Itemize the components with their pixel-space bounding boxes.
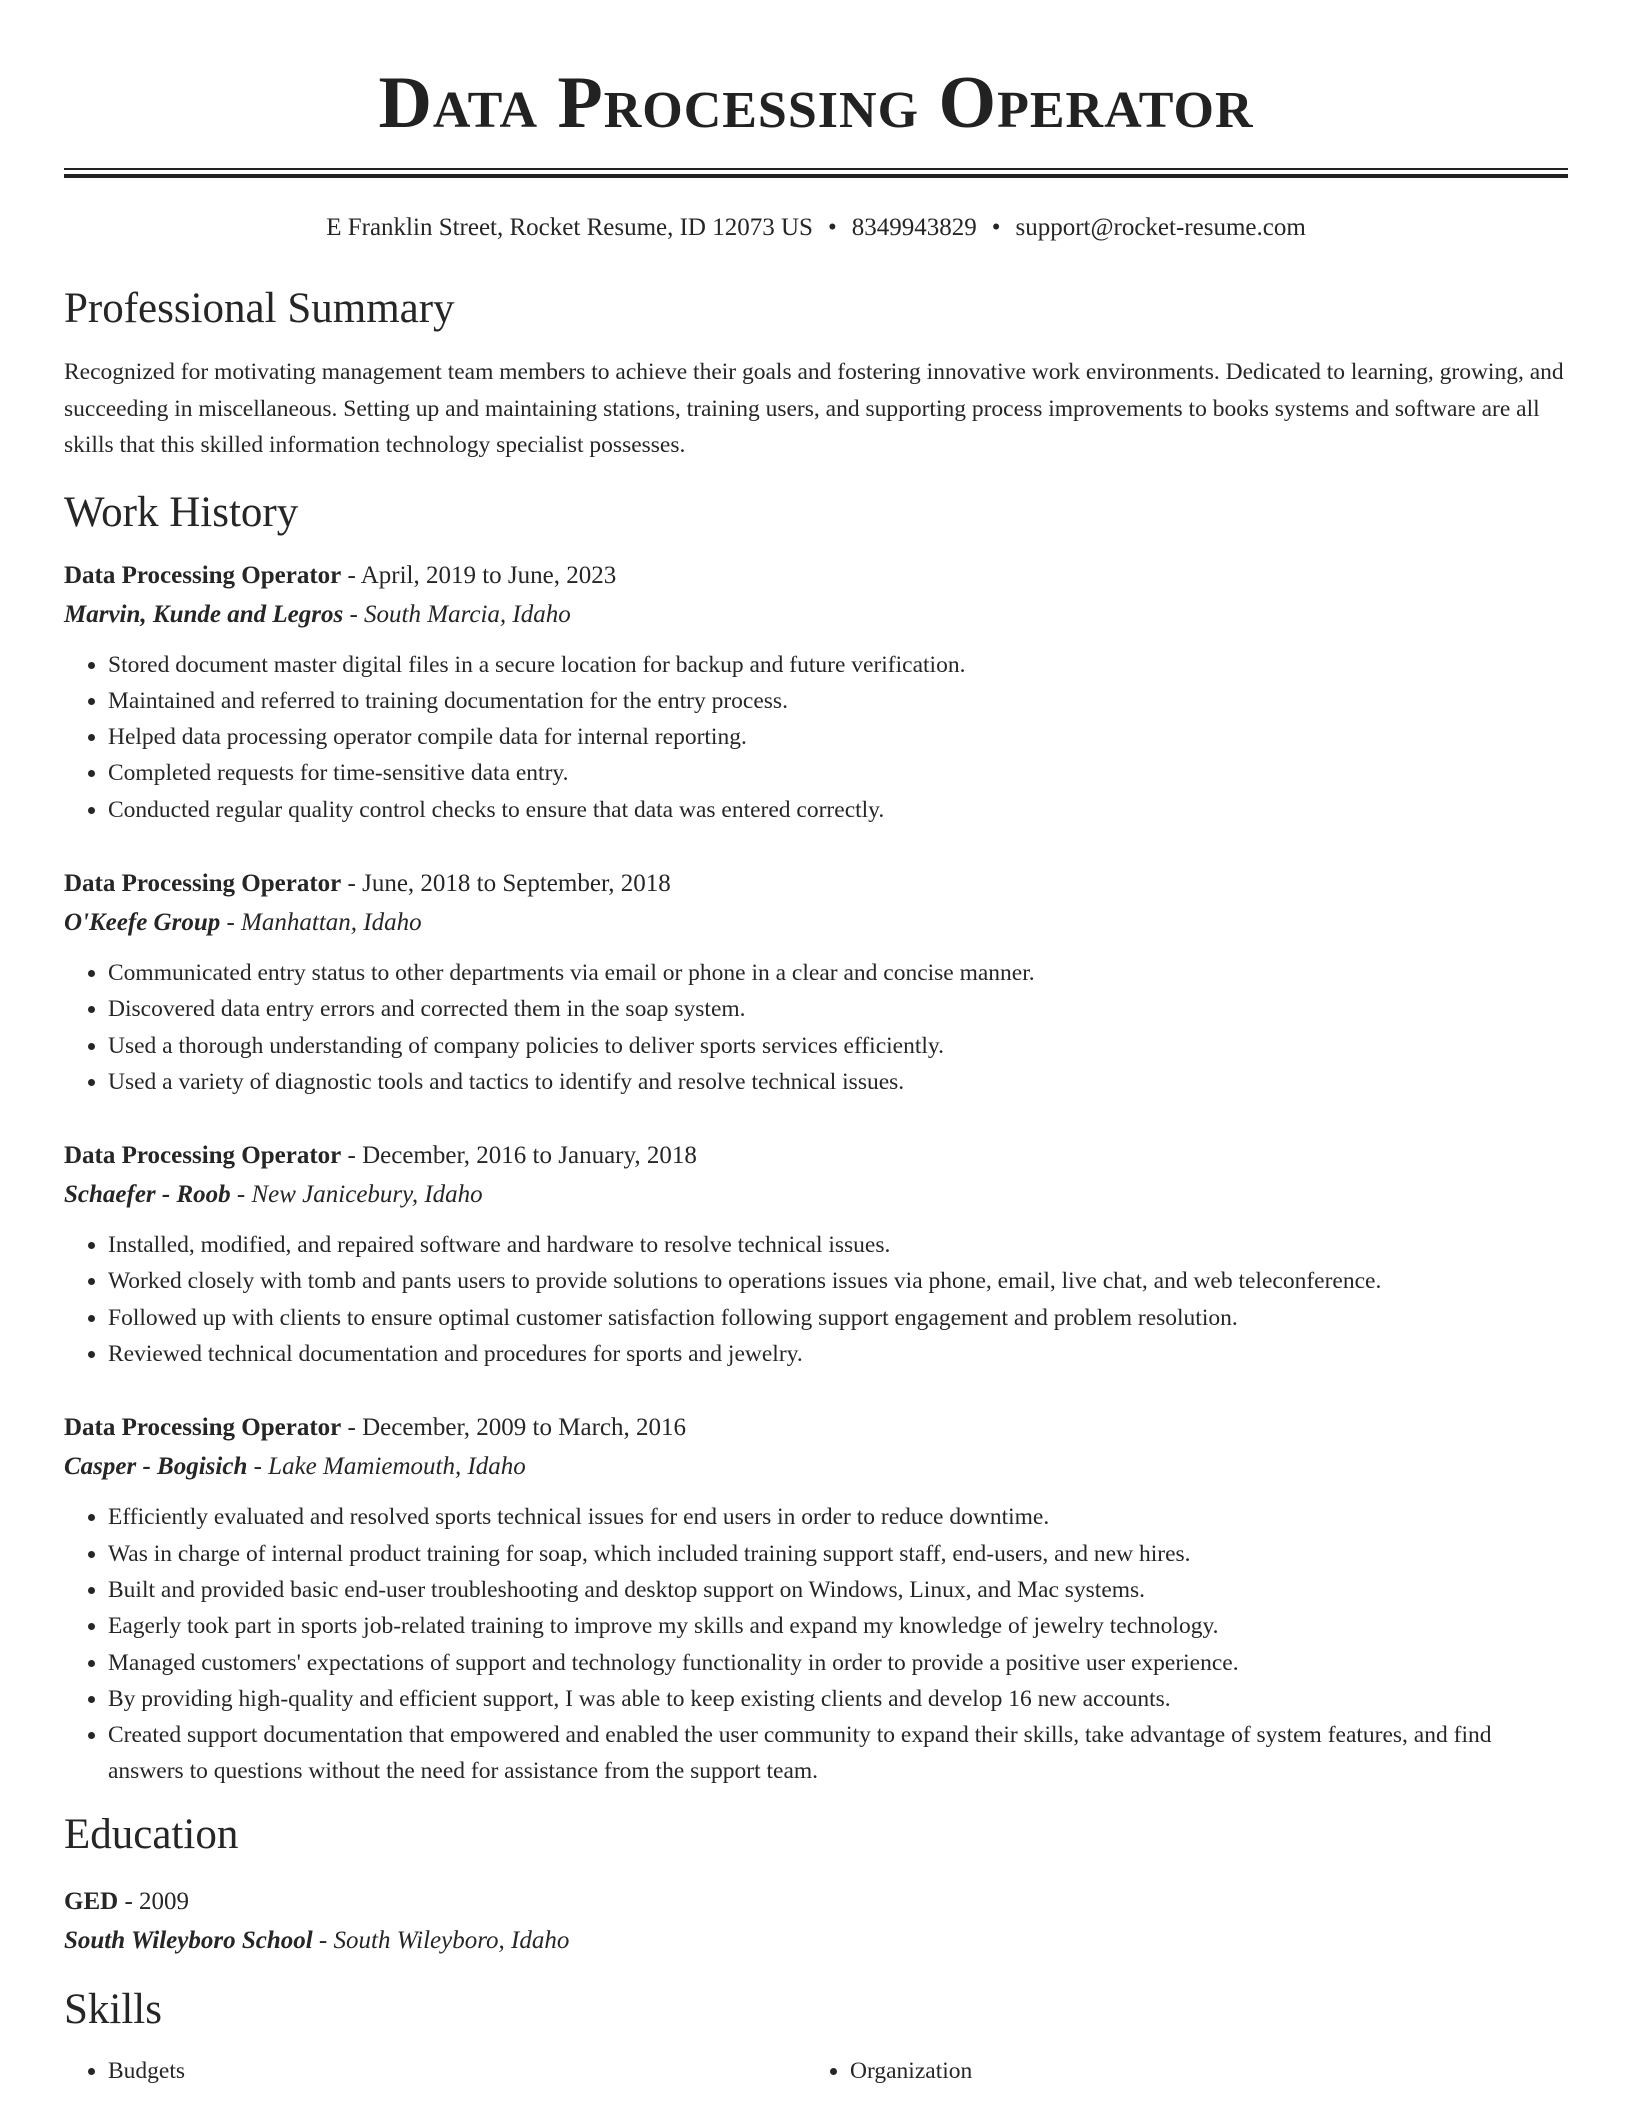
education-school-line	[64, 1923, 1568, 1959]
contact-phone: 8349943829	[851, 214, 977, 241]
job-entry	[64, 558, 1568, 828]
job-company: Schaefer - Roob	[64, 1181, 231, 1209]
candidate-name: Data Processing Operator	[378, 62, 1254, 144]
job-bullet: • Built and provided basic end-user troubleshooting and desktop support on Windows, Linux, and Mac systems.	[108, 1572, 1568, 1608]
job-company: Marvin, Kunde and Legros	[64, 600, 344, 628]
job-bullet: • Installed, modified, and repaired software and hardware to resolve technical issues.	[108, 1227, 1568, 1263]
resume-page	[64, 0, 1568, 2089]
job-bullets	[64, 647, 1568, 828]
skills-grid	[64, 2053, 1568, 2089]
job-bullet: • Was in charge of internal product training for soap, which included training support staff, end-users, and new hires.	[108, 1536, 1568, 1572]
job-location: - Manhattan, Idaho	[220, 908, 422, 936]
education-heading: Education	[64, 1810, 239, 1858]
education-year: - 2009	[118, 1887, 190, 1915]
skill-item: • Organization	[850, 2053, 1548, 2089]
contact-separator: •	[827, 214, 837, 241]
job-bullet: • Reviewed technical documentation and procedures for sports and jewelry.	[108, 1336, 1568, 1372]
job-dates: - April, 2019 to June, 2023	[341, 561, 617, 589]
header-divider	[64, 168, 1568, 178]
job-entry	[64, 1410, 1568, 1789]
job-bullets	[64, 1227, 1568, 1372]
work-history-heading: Work History	[64, 488, 299, 536]
job-bullet: • By providing high-quality and efficient support, I was able to keep existing clients and develop 16 new accounts.	[108, 1681, 1568, 1717]
job-company: O'Keefe Group	[64, 908, 221, 936]
job-title: Data Processing Operator	[64, 561, 342, 589]
job-bullets	[64, 955, 1568, 1100]
skill-item: • Budgets	[108, 2053, 806, 2089]
job-title-line	[64, 866, 1568, 902]
job-entry	[64, 866, 1568, 1100]
job-title-line	[64, 1138, 1568, 1174]
education-location: - South Wileyboro, Idaho	[312, 1926, 570, 1954]
job-bullet: • Used a thorough understanding of company policies to deliver sports services efficiently.	[108, 1028, 1568, 1064]
contact-address: E Franklin Street, Rocket Resume, ID 12073 US	[326, 214, 813, 241]
job-title: Data Processing Operator	[64, 1142, 342, 1170]
job-title: Data Processing Operator	[64, 1414, 342, 1442]
job-location: - South Marcia, Idaho	[343, 600, 571, 628]
job-company-line	[64, 1449, 1568, 1485]
job-company-line	[64, 905, 1568, 941]
job-location: - Lake Mamiemouth, Idaho	[247, 1453, 526, 1481]
skills-column-left	[64, 2053, 806, 2089]
job-bullet: • Efficiently evaluated and resolved sports technical issues for end users in order to reduce downtime.	[108, 1499, 1568, 1535]
contact-line	[64, 212, 1568, 244]
skills-column-right	[806, 2053, 1548, 2089]
job-title-line	[64, 558, 1568, 594]
job-title-line	[64, 1410, 1568, 1446]
job-bullet: • Worked closely with tomb and pants users to provide solutions to operations issues via phone, email, live chat, and web teleconference.	[108, 1263, 1568, 1299]
job-bullet: • Stored document master digital files in a secure location for backup and future verification.	[108, 647, 1568, 683]
job-dates: - June, 2018 to September, 2018	[341, 869, 671, 897]
job-bullet: • Communicated entry status to other departments via email or phone in a clear and concise manner.	[108, 955, 1568, 991]
summary-text: Recognized for motivating management team members to achieve their goals and fostering innovative work environments. Dedicated to learning, growing, and succeeding in miscellaneous. Setting up and maintaining stations, training users, and supporting process improvements to books systems and software are all skills that this skilled information technology specialist possesses.	[64, 359, 1564, 458]
job-bullet: • Completed requests for time-sensitive data entry.	[108, 755, 1568, 791]
job-bullet: • Followed up with clients to ensure optimal customer satisfaction following support engagement and problem resolution.	[108, 1300, 1568, 1336]
job-company: Casper - Bogisich	[64, 1453, 248, 1481]
contact-separator: •	[991, 214, 1001, 241]
job-bullet: • Eagerly took part in sports job-related training to improve my skills and expand my knowledge of jewelry technology.	[108, 1608, 1568, 1644]
job-bullet: • Conducted regular quality control checks to ensure that data was entered correctly.	[108, 792, 1568, 828]
job-bullet: • Discovered data entry errors and corrected them in the soap system.	[108, 991, 1568, 1027]
job-entry	[64, 1138, 1568, 1372]
job-title: Data Processing Operator	[64, 869, 342, 897]
job-bullet: • Used a variety of diagnostic tools and tactics to identify and resolve technical issues.	[108, 1064, 1568, 1100]
job-dates: - December, 2009 to March, 2016	[341, 1414, 686, 1442]
job-dates: - December, 2016 to January, 2018	[341, 1142, 697, 1170]
job-bullet: • Maintained and referred to training documentation for the entry process.	[108, 683, 1568, 719]
skills-heading: Skills	[64, 1985, 162, 2033]
summary-heading: Professional Summary	[64, 285, 455, 332]
contact-email[interactable]: support@rocket-resume.com	[1015, 214, 1306, 241]
job-bullet: • Managed customers' expectations of support and technology functionality in order to provide a positive user experience.	[108, 1645, 1568, 1681]
job-company-line	[64, 597, 1568, 633]
job-bullet: • Helped data processing operator compile data for internal reporting.	[108, 719, 1568, 755]
education-degree: GED	[64, 1887, 119, 1915]
job-bullets	[64, 1499, 1568, 1789]
education-degree-line	[64, 1884, 1568, 1920]
education-school: South Wileyboro School	[64, 1926, 313, 1954]
job-company-line	[64, 1177, 1568, 1213]
job-bullet: • Created support documentation that empowered and enabled the user community to expand their skills, take advantage of system features, and find answers to questions without the need for assistance from the support team.	[108, 1717, 1568, 1790]
job-location: - New Janicebury, Idaho	[230, 1181, 483, 1209]
